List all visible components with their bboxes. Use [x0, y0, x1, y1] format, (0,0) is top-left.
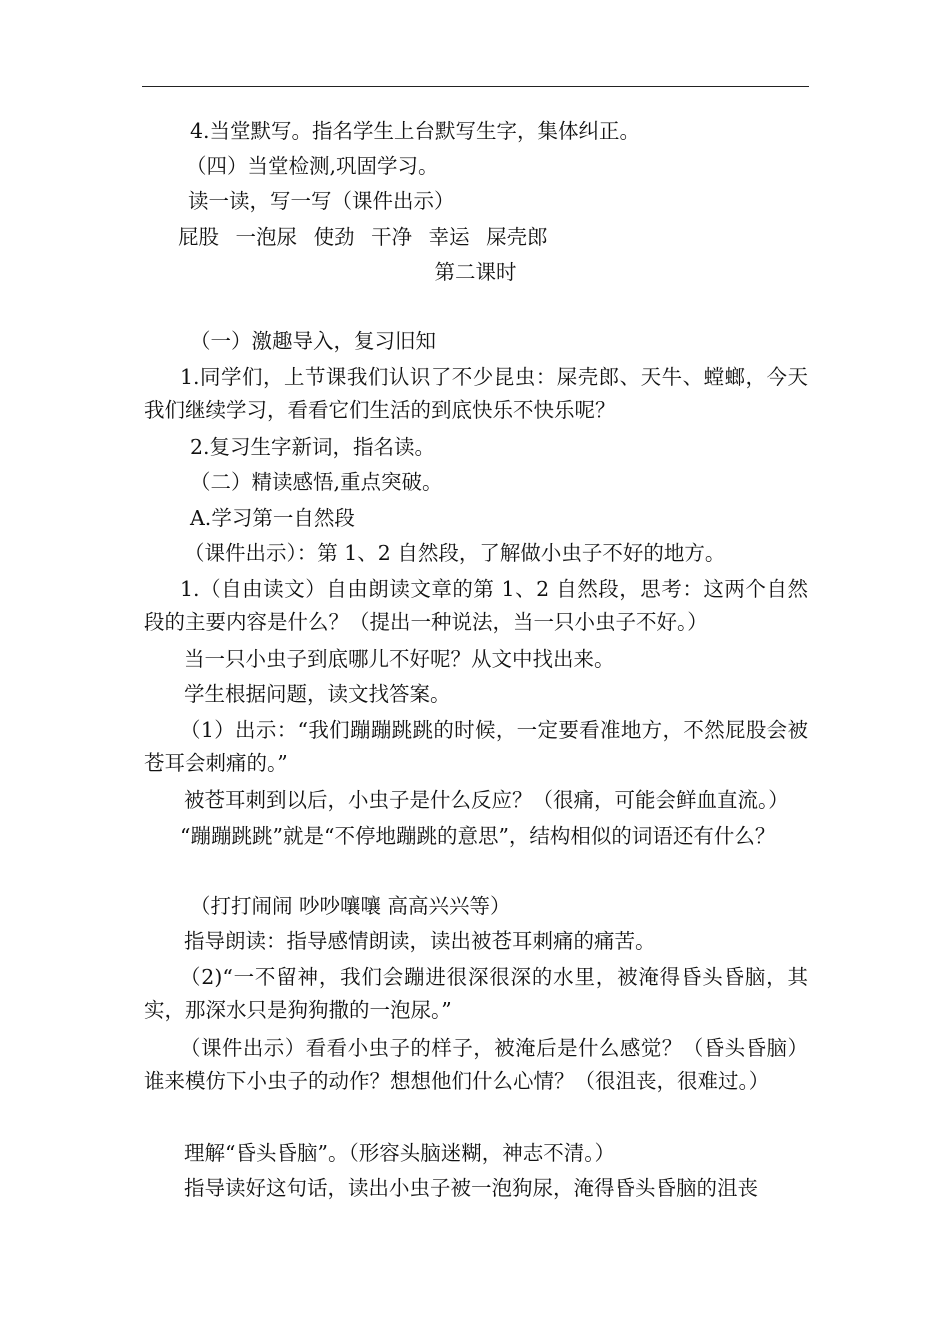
- text-line: 2.复习生字新词，指名读。: [190, 435, 436, 459]
- text-line: 学生根据问题，读文找答案。: [184, 682, 451, 706]
- vocabulary-word: 一泡尿: [235, 225, 298, 249]
- paragraph: 1.同学们，上节课我们认识了不少昆虫：屎壳郎、天牛、螳螂，今天我们继续学习，看看它们生活的到底快乐不快乐呢？: [144, 365, 808, 422]
- text-line: 理解“昏头昏脑”。（形容头脑迷糊，神志不清。）: [184, 1141, 615, 1165]
- text-line: 读一读，写一写（课件出示）: [188, 189, 455, 213]
- lesson-heading: 第二课时: [434, 260, 517, 284]
- text-line: 被苍耳刺到以后，小虫子是什么反应？（很痛，可能会鲜血直流。）: [184, 788, 789, 812]
- section-heading: （一）激趣导入，复习旧知: [190, 329, 436, 353]
- vocabulary-word: 屎壳郎: [486, 225, 548, 249]
- vocabulary-word: 幸运: [428, 225, 470, 249]
- text-line: 指导读好这句话，读出小虫子被一泡狗尿，淹得昏头昏脑的沮丧: [184, 1176, 758, 1200]
- paragraph: （2)“一不留神，我们会蹦进很深很深的水里，被淹得昏头昏脑，其实，那深水只是狗狗撒的一泡尿。”: [144, 965, 808, 1022]
- paragraph: （课件出示）看看小虫子的样子，被淹后是什么感觉？（昏头昏脑）谁来模仿下小虫子的动作？想想他们什么心情？（很沮丧，很难过。）: [144, 1036, 808, 1093]
- paragraph: 1.（自由读文）自由朗读文章的第 1、2 自然段，思考：这两个自然段的主要内容是什么？（提出一种说法，当一只小虫子不好。）: [144, 577, 808, 634]
- text-line: A.学习第一自然段: [190, 506, 355, 530]
- vocabulary-list: [178, 222, 558, 252]
- text-line: 4.当堂默写。指名学生上台默写生字，集体纠正。: [190, 119, 641, 143]
- vocabulary-word: 使劲: [313, 225, 355, 249]
- header-rule: [142, 86, 809, 87]
- vocabulary-word: 屁股: [178, 225, 219, 249]
- section-heading: （二）精读感悟,重点突破。: [190, 470, 443, 494]
- text-line: 指导朗读：指导感情朗读，读出被苍耳刺痛的痛苦。: [184, 929, 656, 953]
- paragraph: “蹦蹦跳跳”就是“不停地蹦跳的意思”，结构相似的词语还有什么？: [180, 824, 776, 848]
- paragraph: （1）出示：“我们蹦蹦跳跳的时候，一定要看准地方，不然屁股会被苍耳会刺痛的。”: [144, 718, 808, 775]
- vocabulary-word: 干净: [371, 225, 413, 249]
- text-line: 当一只小虫子到底哪儿不好呢？从文中找出来。: [184, 647, 615, 671]
- section-heading: （四）当堂检测,巩固学习。: [186, 154, 439, 178]
- text-line: （课件出示）：第 1、2 自然段，了解做小虫子不好的地方。: [184, 541, 726, 565]
- text-line: （打打闹闹 吵吵嚷嚷 高高兴兴等）: [190, 894, 511, 918]
